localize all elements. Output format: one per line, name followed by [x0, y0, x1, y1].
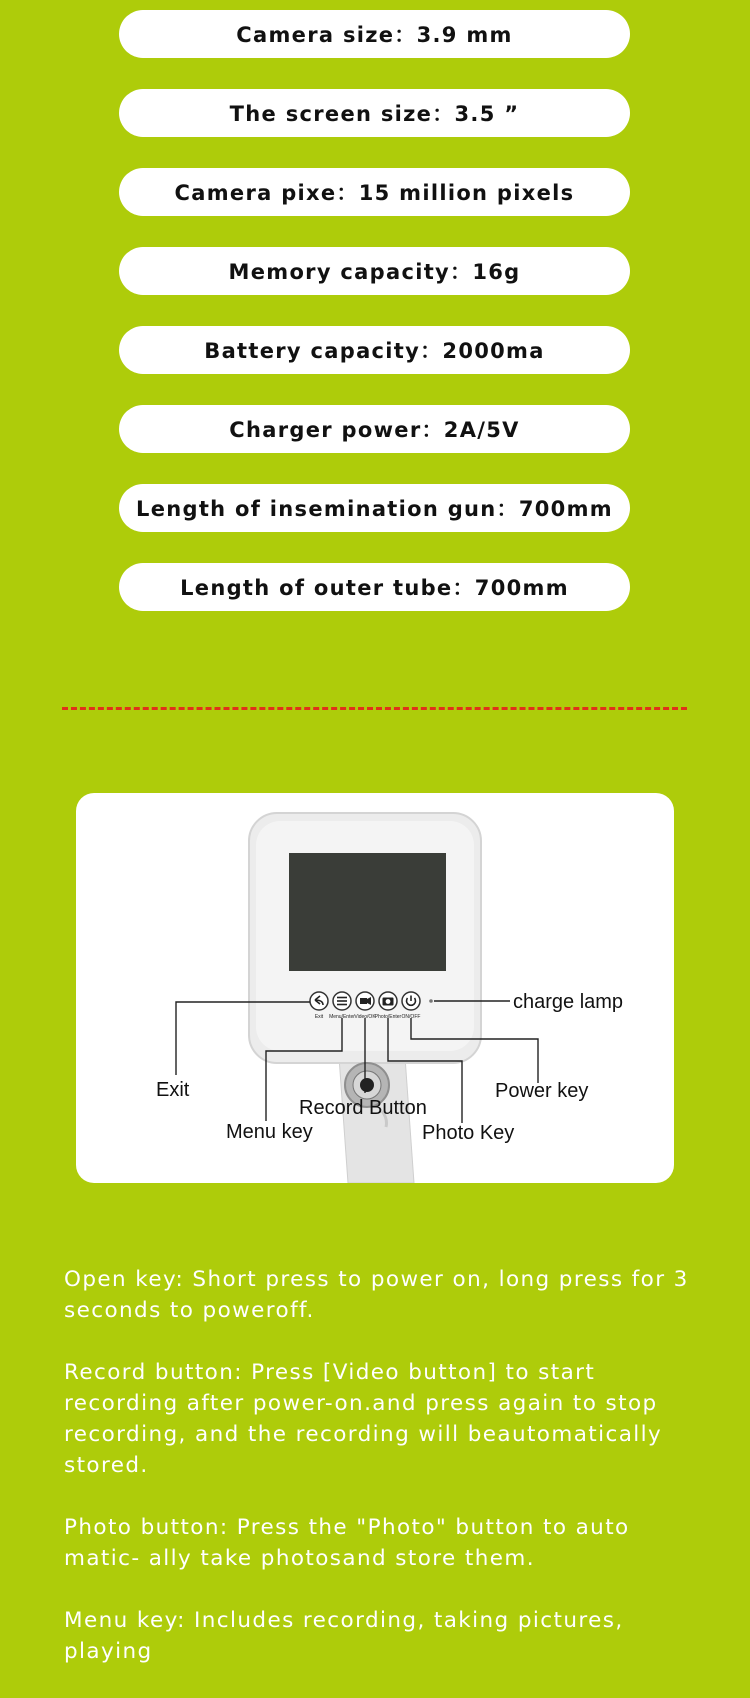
caption-menu-enter: Menu/Enter — [329, 1014, 355, 1020]
label-record-button: Record Button — [299, 1097, 427, 1119]
caption-on-off: ON/OFF — [401, 1014, 421, 1020]
device-diagram — [76, 793, 674, 1183]
desc-photo-button: Photo button: Press the "Photo" button to auto matic- ally take photosand store them. — [64, 1515, 630, 1571]
caption-video-ok: Video/OK — [354, 1014, 376, 1020]
label-charge-lamp: charge lamp — [513, 991, 624, 1013]
charge-lamp-indicator — [429, 999, 433, 1003]
photo-button[interactable] — [379, 992, 397, 1010]
spec-screen-size: The screen size：3.5 ” — [119, 89, 630, 137]
menu-enter-button[interactable] — [333, 992, 351, 1010]
spec-camera-pixels: Camera pixe：15 million pixels — [119, 168, 630, 216]
feature-descriptions — [64, 1264, 714, 1698]
video-camera-icon — [360, 997, 371, 1005]
spec-battery-capacity: Battery capacity：2000ma — [119, 326, 630, 374]
caption-exit: Exit — [314, 1014, 324, 1020]
spec-list — [119, 10, 630, 642]
desc-open-key: Open key: Short press to power on, long press for 3 seconds to poweroff. — [64, 1267, 689, 1323]
spec-charger-power: Charger power：2A/5V — [119, 405, 630, 453]
product-diagram-card — [76, 793, 674, 1183]
label-power-key: Power key — [495, 1080, 589, 1102]
device-screen — [289, 853, 446, 971]
label-photo-key: Photo Key — [422, 1122, 515, 1144]
spec-camera-size: Camera size：3.9 mm — [119, 10, 630, 58]
exit-button[interactable] — [310, 992, 328, 1010]
caption-photo-enter: Photo/Enter — [374, 1014, 402, 1020]
label-menu-key: Menu key — [226, 1121, 313, 1143]
desc-record-button: Record button: Press [Video button] to start recording after power-on.and press again to stop recording, and the recording will beautomatically stored. — [64, 1360, 663, 1478]
video-button[interactable] — [356, 992, 374, 1010]
label-exit: Exit — [156, 1079, 190, 1101]
desc-menu-key: Menu key: Includes recording, taking pictures, playing — [64, 1608, 624, 1664]
spec-tube-length: Length of outer tube：700mm — [119, 563, 630, 611]
power-button[interactable] — [402, 992, 420, 1010]
spec-memory-capacity: Memory capacity：16g — [119, 247, 630, 295]
photo-camera-icon — [383, 998, 394, 1006]
dashed-divider — [62, 707, 687, 710]
spec-gun-length: Length of insemination gun：700mm — [119, 484, 630, 532]
